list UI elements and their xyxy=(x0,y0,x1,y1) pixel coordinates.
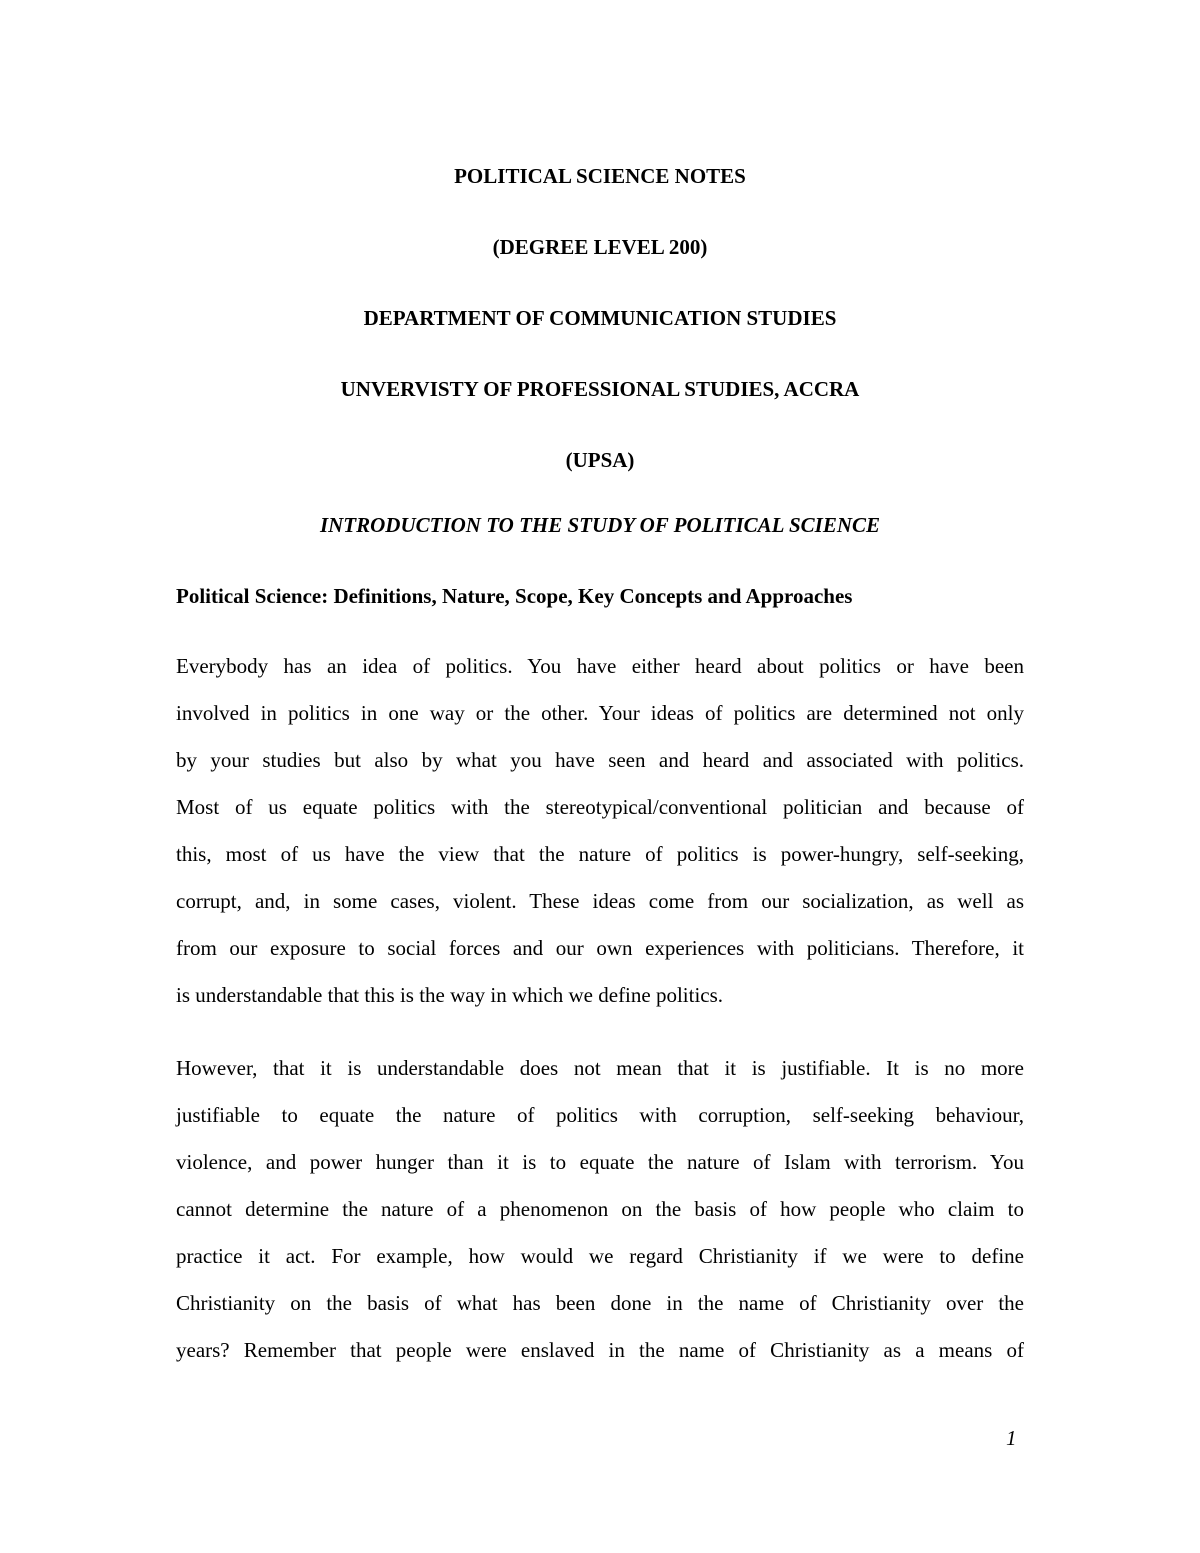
university-abbreviation: (UPSA) xyxy=(565,448,635,472)
paragraph-line: justifiable to equate the nature of politics with corruption, self-seeking behaviour, xyxy=(176,1103,1024,1127)
department-name: DEPARTMENT OF COMMUNICATION STUDIES xyxy=(363,306,837,330)
paragraph-line: is understandable that this is the way in which we define politics. xyxy=(176,983,724,1007)
page-number: 1 xyxy=(1006,1426,1017,1450)
degree-level: (DEGREE LEVEL 200) xyxy=(492,235,708,259)
paragraph-line: cannot determine the nature of a phenomenon on the basis of how people who claim to xyxy=(176,1197,1024,1221)
paragraph-line: practice it act. For example, how would we regard Christianity if we were to define xyxy=(176,1244,1024,1268)
paragraph-line: involved in politics in one way or the other. Your ideas of politics are determined not only xyxy=(176,701,1024,725)
paragraph-2 xyxy=(176,1045,1024,1374)
paragraph-line: Christianity on the basis of what has been done in the name of Christianity over the xyxy=(176,1291,1024,1315)
paragraph-line: Everybody has an idea of politics. You have either heard about politics or have been xyxy=(176,654,1024,678)
document-title: POLITICAL SCIENCE NOTES xyxy=(454,164,746,188)
paragraph-1 xyxy=(176,643,1024,1019)
paragraph-line: this, most of us have the view that the nature of politics is power-hungry, self-seeking, xyxy=(176,842,1024,866)
paragraph-line: Most of us equate politics with the stereotypical/conventional politician and because of xyxy=(176,795,1024,819)
paragraph-line: corrupt, and, in some cases, violent. These ideas come from our socialization, as well as xyxy=(176,889,1024,913)
paragraph-line: from our exposure to social forces and our own experiences with politicians. Therefore, it xyxy=(176,936,1024,960)
section-title: Political Science: Definitions, Nature, Scope, Key Concepts and Approaches xyxy=(176,584,853,608)
paragraph-line: years? Remember that people were enslaved in the name of Christianity as a means of xyxy=(176,1338,1024,1362)
paragraph-line: However, that it is understandable does not mean that it is justifiable. It is no more xyxy=(176,1056,1024,1080)
paragraph-line: by your studies but also by what you have seen and heard and associated with politics. xyxy=(176,748,1024,772)
university-name: UNVERVISTY OF PROFESSIONAL STUDIES, ACCRA xyxy=(340,377,860,401)
document-subtitle: INTRODUCTION TO THE STUDY OF POLITICAL SCIENCE xyxy=(319,513,881,537)
paragraph-line: violence, and power hunger than it is to equate the nature of Islam with terrorism. You xyxy=(176,1150,1024,1174)
